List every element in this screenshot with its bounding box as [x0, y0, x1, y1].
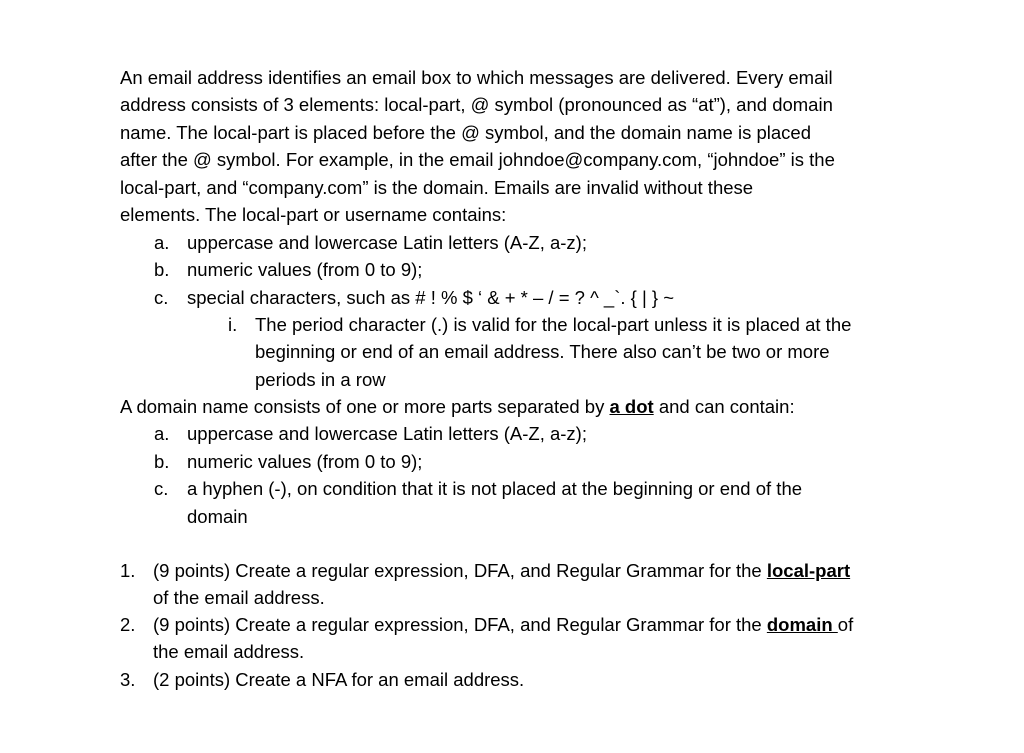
list-marker: a.: [154, 232, 170, 253]
list-item: special characters, such as # ! % $ ‘ & + * – / = ? ^ _`. { | } ~: [187, 287, 675, 308]
sublist-line: beginning or end of an email address. There also can’t be two or more: [255, 341, 830, 362]
question-text: (2 points) Create a NFA for an email address.: [153, 669, 525, 690]
question-text: of: [837, 614, 854, 635]
list-item: numeric values (from 0 to 9);: [187, 259, 423, 280]
domain-intro: [120, 395, 795, 419]
sublist-line: The period character (.) is valid for the local-part unless it is placed at the: [255, 314, 852, 335]
list-marker: c.: [154, 478, 169, 499]
intro-line: elements. The local-part or username contains:: [120, 204, 507, 225]
question-text: (9 points) Create a regular expression, DFA, and Regular Grammar for the: [153, 614, 767, 635]
intro-line: address consists of 3 elements: local-part, @ symbol (pronounced as “at”), and domain: [120, 94, 833, 115]
question-line: of the email address.: [153, 587, 325, 608]
list-item: domain: [187, 506, 248, 527]
domain-intro-text: A domain name consists of one or more parts separated by: [120, 396, 610, 417]
question-number: 1.: [120, 560, 136, 581]
list-marker: c.: [154, 287, 169, 308]
intro-line: name. The local-part is placed before the @ symbol, and the domain name is placed: [120, 122, 811, 143]
question-text: (9 points) Create a regular expression, DFA, and Regular Grammar for the: [153, 560, 767, 581]
domain-intro-text: and can contain:: [653, 396, 795, 417]
list-marker: a.: [154, 423, 170, 444]
domain-intro-emphasis: a dot: [609, 396, 654, 417]
question-number: 3.: [120, 669, 136, 690]
question-line: [153, 668, 524, 692]
intro-line: after the @ symbol. For example, in the email johndoe@company.com, “johndoe” is the: [120, 149, 835, 170]
question-line: the email address.: [153, 641, 305, 662]
list-marker: b.: [154, 451, 170, 472]
list-item: uppercase and lowercase Latin letters (A-Z, a-z);: [187, 232, 587, 253]
question-line: [153, 613, 853, 637]
intro-line: An email address identifies an email box to which messages are delivered. Every email: [120, 67, 833, 88]
question-emphasis: domain: [766, 614, 838, 635]
sublist-line: periods in a row: [255, 369, 386, 390]
question-emphasis: local-part: [766, 560, 851, 581]
list-item: a hyphen (-), on condition that it is not placed at the beginning or end of the: [187, 478, 803, 499]
list-item: numeric values (from 0 to 9);: [187, 451, 423, 472]
intro-line: local-part, and “company.com” is the domain. Emails are invalid without these: [120, 177, 754, 198]
list-marker: b.: [154, 259, 170, 280]
question-line: [153, 559, 850, 583]
list-marker: i.: [228, 314, 238, 335]
list-item: uppercase and lowercase Latin letters (A-Z, a-z);: [187, 423, 587, 444]
question-number: 2.: [120, 614, 136, 635]
